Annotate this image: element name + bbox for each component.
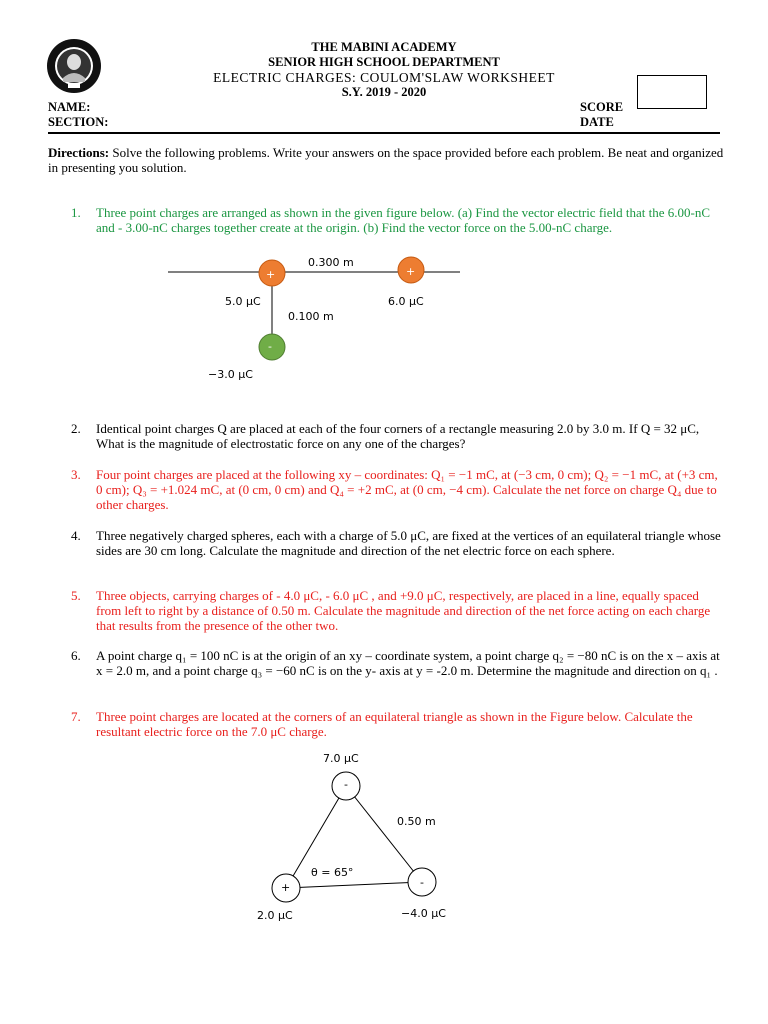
department-name: SENIOR HIGH SCHOOL DEPARTMENT [268,55,500,69]
fig2-charge-top: 7.0 μC [323,752,359,765]
problem-6-number: 6. [71,648,81,663]
fig2-charge-left: 2.0 μC [257,909,293,922]
directions-label: Directions: [48,145,110,160]
problem-5-text: Three objects, carrying charges of - 4.0 μC, - 6.0 μC , and +9.0 μC, respectively, are placed in a line, equally spaced from left to right by a distance of 0.50 m. Calculate the magnitude and direction of the net force acting on each charge that results from the presence of the other two. [96,588,711,633]
fig1-charge-bottom: −3.0 μC [208,368,253,381]
problem-2-number: 2. [71,421,81,436]
fig2-charge-right: −4.0 μC [401,907,446,920]
fig1-sign-right: + [406,265,416,278]
problem-3-number: 3. [71,467,81,482]
directions-text: Solve the following problems. Write your answers on the space provided before each problem. Be neat and organized in presenting you solution. [48,145,724,175]
directions [48,145,724,175]
problem-7-text: Three point charges are located at the corners of an equilateral triangle as shown in the Figure below. Calculate the resultant electric force on the 7.0 μC charge. [96,709,693,739]
worksheet-title: ELECTRIC CHARGES: COULOM'SLAW WORKSHEET [213,70,555,85]
school-year: S.Y. 2019 - 2020 [341,85,427,99]
fig1-distance-vert: 0.100 m [288,310,334,323]
problem-5-number: 5. [71,588,81,603]
date-label: DATE [580,115,614,129]
fig1-distance-top: 0.300 m [308,256,354,269]
fig1-sign-left: + [266,268,276,281]
problem-1-text: Three point charges are arranged as shown in the given figure below. (a) Find the vector electric field that the 6.00-nC and - 3.00-nC charges together create at the origin. (b) Find the vector force on the 5.00-nC charge. [96,205,711,235]
fig2-sign-top: - [344,778,348,791]
problem-4-number: 4. [71,528,81,543]
score-box[interactable] [637,75,707,109]
fig2-sign-left: + [281,881,291,894]
section-label: SECTION: [48,115,109,129]
fig1-sign-bottom: - [268,340,272,353]
fig1-charge-right: 6.0 μC [388,295,424,308]
fig2-side-length: 0.50 m [397,815,436,828]
problem-2-text: Identical point charges Q are placed at each of the four corners of a rectangle measuring 2.0 by 3.0 m. If Q = 32 μC, What is the magnitude of electrostatic force on any one of the charges? [96,421,700,451]
problem-6-text: A point charge q₁ = 100 nC is at the origin of an xy – coordinate system, a point charge q₂ = −80 nC is on the x – axis at x = 2.0 m, and a point charge q₃ = −60 nC is on the y- axis at y = -2.0 m. Determine the magnitude and direction on q₁ . [96,648,720,678]
name-label: NAME: [48,100,91,114]
score-label: SCORE [580,100,624,114]
problem-1-number: 1. [71,205,81,220]
problem-3-text: Four point charges are placed at the following xy – coordinates: Q₁ = −1 mC, at (−3 cm, 0 cm); Q₂ = −1 mC, at (+3 cm, 0 cm); Q₃ = +1.024 mC, at (0 cm, 0 cm) and Q₄ = +2 mC, at (0 cm, −4 cm). Calculate the net force on charge Q₄ due to other charges. [96,467,718,512]
problem-7-number: 7. [71,709,81,724]
problem-4-text: Three negatively charged spheres, each with a charge of 5.0 μC, are fixed at the vertices of an equilateral triangle whose sides are 30 cm long. Calculate the magnitude and direction of the net electric force on each sphere. [96,528,721,558]
fig2-angle: θ = 65° [311,866,354,879]
school-name: THE MABINI ACADEMY [311,40,457,54]
fig1-charge-left: 5.0 μC [225,295,261,308]
header-rule [48,132,720,134]
fig2-sign-right: - [420,876,424,889]
